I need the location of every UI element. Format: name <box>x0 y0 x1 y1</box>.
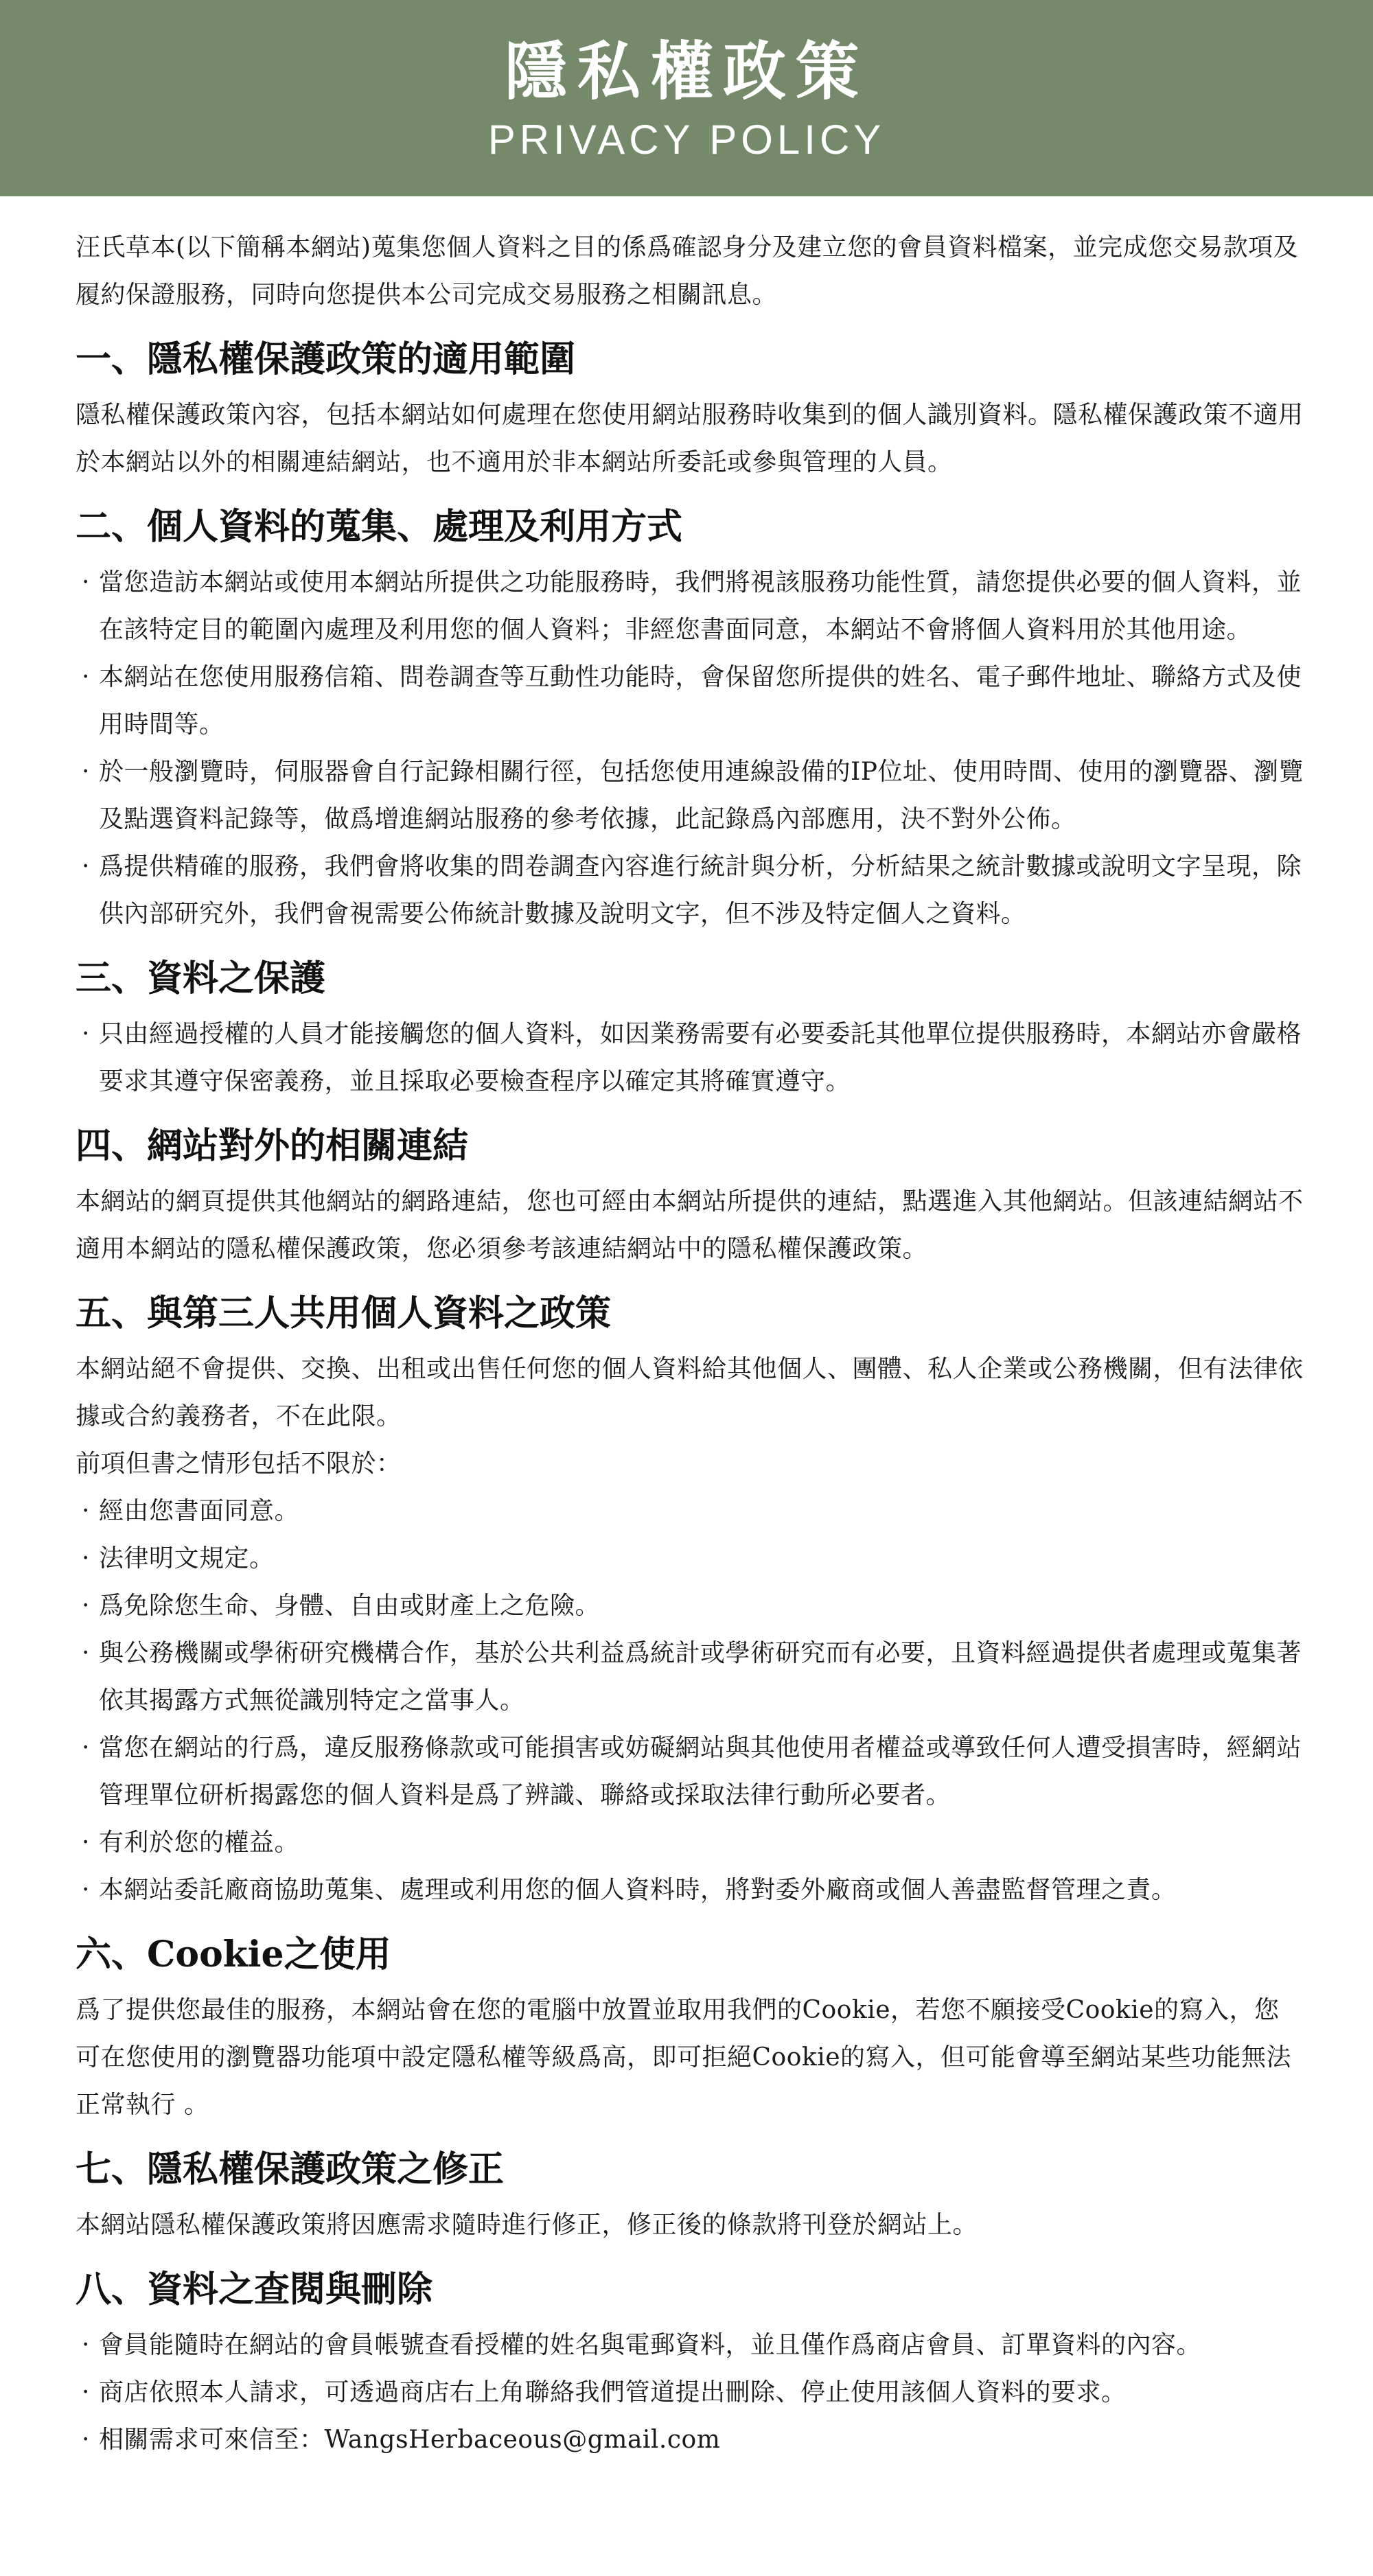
list-item: · 當您在網站的行爲，違反服務條款或可能損害或妨礙網站與其他使用者權益或導致任何人遭受損害時，經網站管理單位研析揭露您的個人資料是爲了辨識、聯絡或採取法律行動所必要者。 <box>76 1724 1304 1819</box>
list-item: · 當您造訪本網站或使用本網站所提供之功能服務時，我們將視該服務功能性質，請您提供必要的個人資料，並在該特定目的範圍內處理及利用您的個人資料；非經您書面同意，本網站不會將個人資料用於其他用途。 <box>76 559 1304 653</box>
bullet-dot: · <box>82 1876 90 1904</box>
section-paragraph: 本網站隱私權保護政策將因應需求隨時進行修正，修正後的條款將刊登於網站上。 <box>76 2211 978 2239</box>
page-header <box>0 0 1373 196</box>
policy-content <box>0 196 1373 2463</box>
page-title: 隱私權政策 <box>504 34 868 108</box>
bullet-dot: · <box>82 758 90 786</box>
list-item: · 爲免除您生命、身體、自由或財產上之危險。 <box>76 1582 1304 1629</box>
bullet-list <box>76 1487 1304 1914</box>
section-heading-collection: 二、個人資料的蒐集、處理及利用方式 <box>76 506 683 548</box>
bullet-dot: · <box>82 1592 90 1620</box>
bullet-dot: · <box>82 1497 90 1525</box>
section-heading-cookie: 六、Cookie之使用 <box>76 1934 391 1975</box>
contact-email[interactable]: 相關需求可來信至：WangsHerbaceous@gmail.com <box>99 2426 721 2454</box>
bullet-dot: · <box>82 1829 90 1857</box>
list-item: · 商店依照本人請求，可透過商店右上角聯絡我們管道提出刪除、停止使用該個人資料的要求。 <box>76 2369 1304 2416</box>
section-heading-third-party: 五、與第三人共用個人資料之政策 <box>76 1292 612 1334</box>
bullet-dot: · <box>82 2378 90 2406</box>
section-paragraph: 隱私權保護政策內容，包括本網站如何處理在您使用網站服務時收集到的個人識別資料。隱私權保護政策不適用於本網站以外的相關連結網站，也不適用於非本網站所委託或參與管理的人員。 <box>76 401 1304 476</box>
bullet-dot: · <box>82 663 90 691</box>
bullet-list <box>76 2321 1304 2463</box>
bullet-dot: · <box>82 2426 90 2454</box>
section-paragraph: 前項但書之情形包括不限於： <box>76 1450 402 1478</box>
section-paragraph: 本網站絕不會提供、交換、出租或出售任何您的個人資料給其他個人、團體、私人企業或公務機關，但有法律依據或合約義務者，不在此限。 <box>76 1355 1304 1430</box>
bullet-dot: · <box>82 1734 90 1762</box>
section-paragraph: 爲了提供您最佳的服務，本網站會在您的電腦中放置並取用我們的Cookie，若您不願接受Cookie的寫入，您可在您使用的瀏覽器功能項中設定隱私權等級爲高，即可拒絕Cookie的寫入，但可能會導至網站某些功能無法正常執行 。 <box>76 1996 1292 2119</box>
list-item: · 經由您書面同意。 <box>76 1487 1304 1535</box>
list-item: · 與公務機關或學術研究機構合作，基於公共利益爲統計或學術研究而有必要，且資料經過提供者處理或蒐集著依其揭露方式無從識別特定之當事人。 <box>76 1629 1304 1724</box>
bullet-list <box>76 559 1304 938</box>
list-item: · 法律明文規定。 <box>76 1535 1304 1582</box>
section-heading-access-deletion: 八、資料之查閱與刪除 <box>76 2268 433 2310</box>
list-item: · 會員能隨時在網站的會員帳號查看授權的姓名與電郵資料，並且僅作爲商店會員、訂單資料的內容。 <box>76 2321 1304 2369</box>
bullet-list <box>76 1010 1304 1105</box>
section-heading-external-links: 四、網站對外的相關連結 <box>76 1125 469 1167</box>
bullet-dot: · <box>82 1639 90 1667</box>
list-item: · 有利於您的權益。 <box>76 1819 1304 1866</box>
section-heading-protection: 三、資料之保護 <box>76 958 326 999</box>
section-heading-scope: 一、隱私權保護政策的適用範圍 <box>76 338 576 380</box>
bullet-dot: · <box>82 2331 90 2359</box>
bullet-dot: · <box>82 852 90 881</box>
bullet-dot: · <box>82 1544 90 1573</box>
page-subtitle: PRIVACY POLICY <box>487 117 886 163</box>
section-paragraph: 本網站的網頁提供其他網站的網路連結，您也可經由本網站所提供的連結，點選進入其他網站。但該連結網站不適用本網站的隱私權保護政策，您必須參考該連結網站中的隱私權保護政策。 <box>76 1187 1304 1263</box>
list-item: · 本網站在您使用服務信箱、問卷調查等互動性功能時，會保留您所提供的姓名、電子郵件地址、聯絡方式及使用時間等。 <box>76 653 1304 748</box>
list-item: · 爲提供精確的服務，我們會將收集的問卷調查內容進行統計與分析，分析結果之統計數據或說明文字呈現，除供內部研究外，我們會視需要公佈統計數據及說明文字，但不涉及特定個人之資料。 <box>76 843 1304 938</box>
list-item <box>76 2416 1304 2463</box>
list-item: · 於一般瀏覽時，伺服器會自行記錄相關行徑，包括您使用連線設備的IP位址、使用時間、使用的瀏覽器、瀏覽及點選資料記錄等，做爲增進網站服務的參考依據，此記錄爲內部應用，決不對外公佈。 <box>76 748 1304 843</box>
bullet-dot: · <box>82 1020 90 1048</box>
intro-paragraph: 汪氏草本(以下簡稱本網站)蒐集您個人資料之目的係爲確認身分及建立您的會員資料檔案，並完成您交易款項及履約保證服務，同時向您提供本公司完成交易服務之相關訊息。 <box>76 233 1299 309</box>
list-item: · 本網站委託廠商協助蒐集、處理或利用您的個人資料時，將對委外廠商或個人善盡監督管理之責。 <box>76 1866 1304 1914</box>
section-heading-amendment: 七、隱私權保護政策之修正 <box>76 2148 505 2190</box>
bullet-dot: · <box>82 568 90 596</box>
list-item: · 只由經過授權的人員才能接觸您的個人資料，如因業務需要有必要委託其他單位提供服務時，本網站亦會嚴格要求其遵守保密義務，並且採取必要檢查程序以確定其將確實遵守。 <box>76 1010 1304 1105</box>
